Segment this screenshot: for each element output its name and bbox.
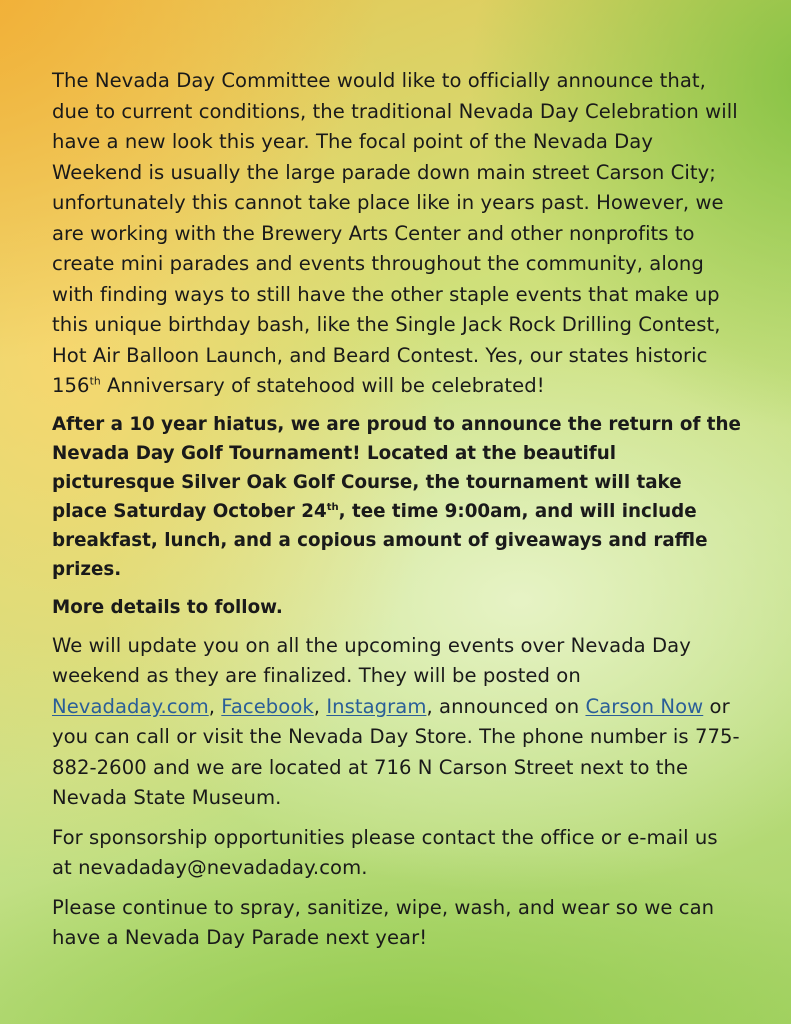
intro-text: The Nevada Day Committee would like to officially announce that, due to current conditions, the traditional Nevada Day Celebration will have a new look this year. The focal point of the Nevada Day Weekend is usually the large parade down main street Carson City; unfortunately this cannot take place like in years past. However, we are working with the Brewery Arts Center and other nonprofits to create mini parades and events throughout the community, along with finding ways to still have the other staple events that make up this unique birthday bash, like the Single Jack Rock Drilling Contest, Hot Air Balloon Launch, and Beard Contest. Yes, our states historic 156 (52, 69, 738, 397)
golf-text: After a 10 year hiatus, we are proud to announce the return of the Nevada Day Golf Tournament! Located at the beautiful picturesque Silver Oak Golf Course, the tournament will take place Saturday October 24 (52, 413, 741, 522)
announcement-body (52, 66, 742, 963)
facebook-link[interactable]: Facebook (221, 694, 314, 718)
intro-paragraph (52, 66, 742, 402)
more-details-note: More details to follow. (52, 596, 283, 618)
updates-text: , announced on (426, 694, 586, 718)
golf-text-end: , tee time 9:00am, and will include breakfast, lunch, and a copious amount of giveaways and raffle prizes. (52, 500, 708, 580)
intro-text-end: Anniversary of statehood will be celebrated! (100, 374, 545, 397)
ordinal-suffix: th (89, 374, 101, 388)
sponsorship-paragraph: For sponsorship opportunities please contact the office or e-mail us at nevadaday@nevadaday.com. (52, 825, 718, 879)
updates-text: We will update you on all the upcoming events over Nevada Day weekend as they are finalized. They will be posted on (52, 633, 691, 687)
ordinal-suffix: th (326, 501, 339, 513)
instagram-link[interactable]: Instagram (326, 694, 427, 718)
nevadaday-link[interactable]: Nevadaday.com (52, 694, 209, 718)
updates-paragraph (52, 631, 742, 814)
golf-tournament-paragraph (52, 410, 742, 584)
closing-paragraph: Please continue to spray, sanitize, wipe, wash, and wear so we can have a Nevada Day Parade next year! (52, 895, 715, 949)
updates-text-end: or you can call or visit the Nevada Day Store. The phone number is 775-882-2600 and we are located at 716 N Carson Street next to the Nevada State Museum. (52, 694, 740, 809)
separator: , (313, 694, 327, 718)
separator: , (208, 694, 222, 718)
carson-now-link[interactable]: Carson Now (585, 694, 704, 718)
